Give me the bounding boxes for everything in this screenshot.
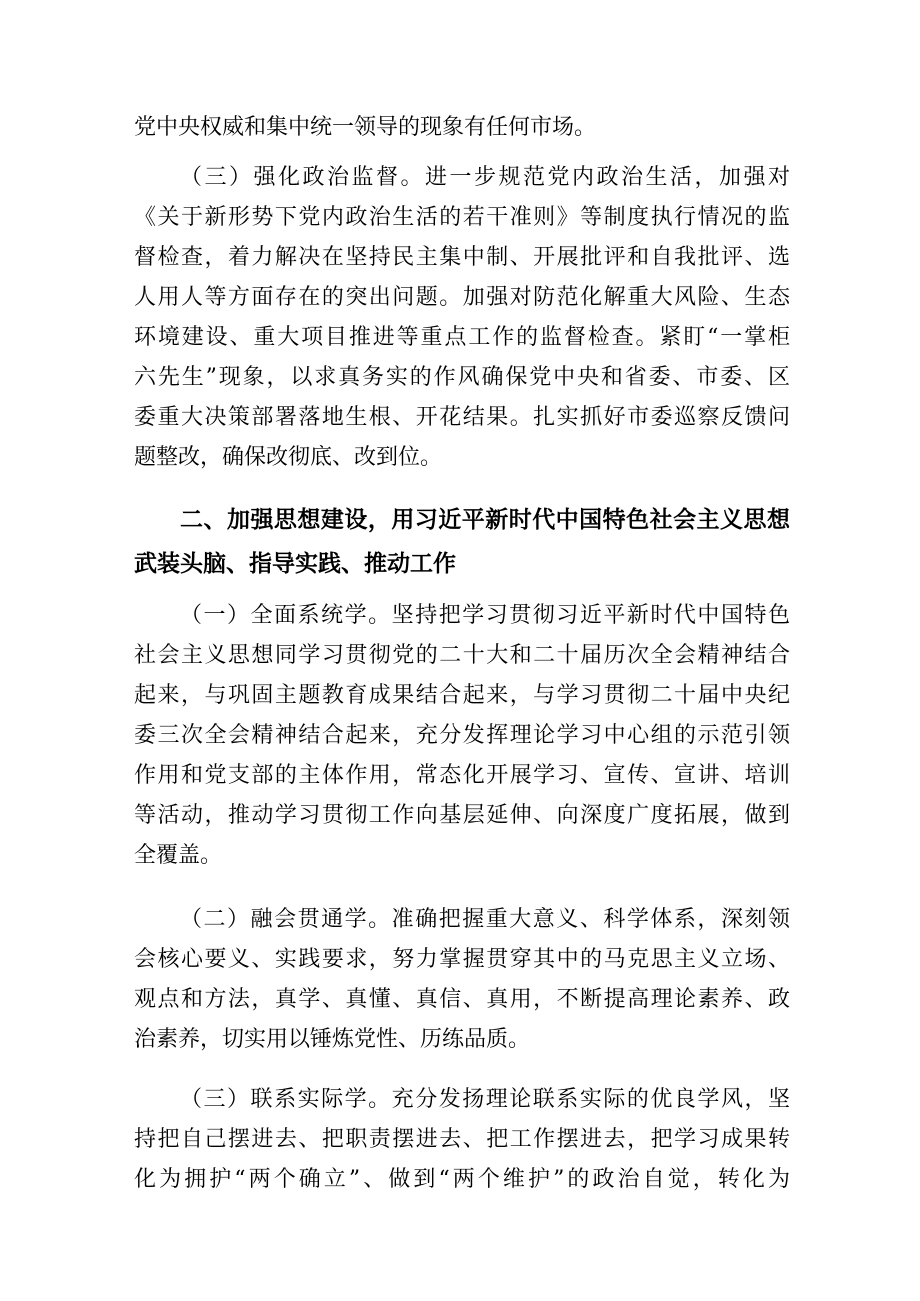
body-line: 起来，与巩固主题教育成果结合起来，与学习贯彻二十届中央纪	[134, 683, 790, 708]
body-line: 社会主义思想同学习贯彻党的二十大和二十届历次全会精神结合	[134, 643, 790, 668]
body-line: 持把自己摆进去、把职责摆进去、把工作摆进去，把学习成果转	[134, 1127, 790, 1152]
body-line: 会核心要义、实践要求，努力掌握贯穿其中的马克思主义立场、	[134, 947, 790, 972]
body-line: 督检查，着力解决在坚持民主集中制、开展批评和自我批评、选	[134, 245, 790, 270]
body-line: 治素养，切实用以锤炼党性、历练品质。	[134, 1027, 531, 1052]
section-heading: 二、加强思想建设，用习近平新时代中国特色社会主义思想	[180, 507, 790, 533]
body-line: 人用人等方面存在的突出问题。加强对防范化解重大风险、生态	[134, 285, 790, 310]
body-line: 委重大决策部署落地生根、开花结果。扎实抓好市委巡察反馈问	[134, 405, 790, 430]
body-line: （二）融会贯通学。准确把握重大意义、科学体系，深刻领	[180, 907, 790, 932]
body-line: 作用和党支部的主体作用，常态化开展学习、宣传、宣讲、培训	[134, 763, 790, 788]
body-line: 六先生”现象，以求真务实的作风确保党中央和省委、市委、区	[134, 365, 790, 390]
body-line: 环境建设、重大项目推进等重点工作的监督检查。紧盯“一掌柜	[134, 325, 790, 350]
body-line: （三）强化政治监督。进一步规范党内政治生活，加强对	[180, 165, 790, 190]
body-line: 党中央权威和集中统一领导的现象有任何市场。	[134, 115, 597, 140]
body-line: 观点和方法，真学、真懂、真信、真用，不断提高理论素养、政	[134, 987, 790, 1012]
body-line: 全覆盖。	[134, 843, 223, 868]
body-line: 化为拥护“两个确立”、做到“两个维护”的政治自觉，转化为	[134, 1167, 790, 1192]
body-line: （三）联系实际学。充分发扬理论联系实际的优良学风，坚	[180, 1087, 790, 1112]
body-line: 等活动，推动学习贯彻工作向基层延伸、向深度广度拓展，做到	[134, 803, 790, 828]
body-line: 《关于新形势下党内政治生活的若干准则》等制度执行情况的监	[134, 205, 790, 230]
body-line: （一）全面系统学。坚持把学习贯彻习近平新时代中国特色	[180, 603, 790, 628]
body-line: 题整改，确保改彻底、改到位。	[134, 445, 443, 470]
section-heading: 武装头脑、指导实践、推动工作	[134, 551, 456, 577]
body-line: 委三次全会精神结合起来，充分发挥理论学习中心组的示范引领	[134, 723, 790, 748]
